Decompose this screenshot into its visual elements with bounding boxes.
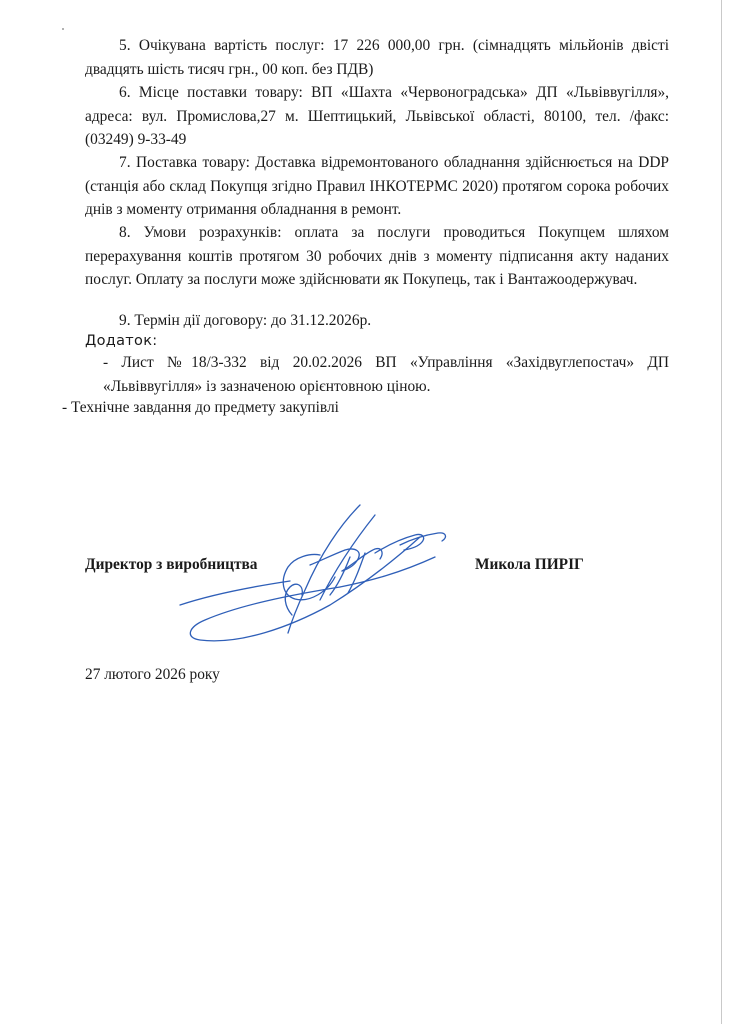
- document-date: 27 лютого 2026 року: [85, 666, 220, 683]
- item-7-delivery-terms: 7. Поставка товару: Доставка відремонтованого обладнання здійснюється на DDP (станція або склад Покупця згідно Правил ІНКОТЕРМС 2020) протягом сорока робочих днів з моменту отримання обладнання в ремонт.: [85, 154, 669, 218]
- attachment-technical-task: - Технічне завдання до предмету закупівлі: [62, 399, 339, 416]
- handwritten-signature: [170, 495, 470, 655]
- signatory-name: Микола ПИРІГ: [475, 556, 584, 573]
- signatory-position: Директор з виробництва: [85, 556, 258, 573]
- item-8-payment-terms: 8. Умови розрахунків: оплата за послуги проводиться Покупцем шляхом перерахування коштів протягом 30 робочих днів з моменту підписання акту наданих послуг. Оплату за послуги може здійснювати як Покупець, так і Вантажоодержувач.: [85, 224, 669, 288]
- attachment-heading: Додаток:: [85, 333, 158, 349]
- item-9-contract-term: 9. Термін дії договору: до 31.12.2026р.: [119, 312, 372, 329]
- item-5-expected-cost: 5. Очікувана вартість послуг: 17 226 000,00 грн. (сімнадцять мільйонів двісті двадцять шість тисяч грн., 00 коп. без ПДВ): [85, 37, 669, 78]
- attachment-letter: - Лист №18/3-332 від 20.02.2026 ВП «Управління «Західвуглепостач» ДП «Львіввугілля» із зазначеною орієнтовною ціною.: [103, 354, 669, 395]
- item-6-delivery-place: 6. Місце поставки товару: ВП «Шахта «Червоноградська» ДП «Львіввугілля», адреса: вул. Промислова,27 м. Шептицький, Львівської області, 80100, тел. /факс: (03249) 9-33-49: [85, 84, 669, 148]
- scan-edge-line: [721, 0, 722, 1024]
- scan-speck: [62, 28, 64, 30]
